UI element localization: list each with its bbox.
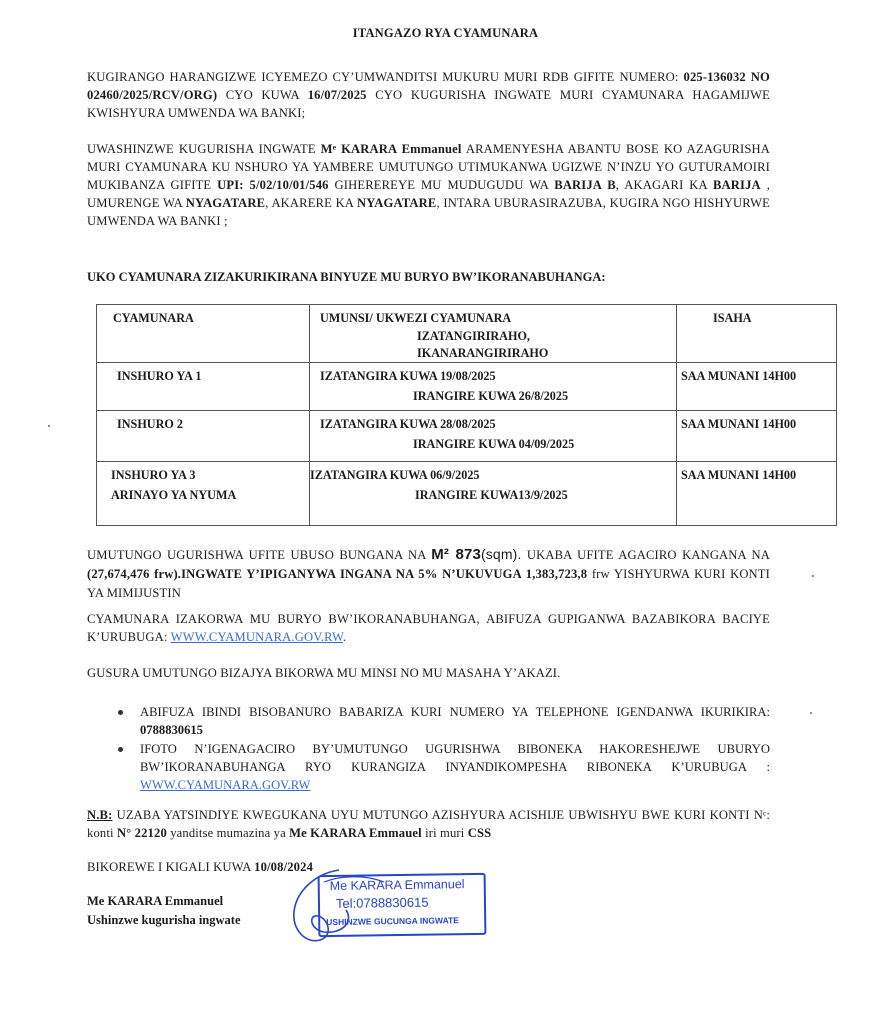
list-item — [112, 703, 770, 739]
stamp-phone: Tel:0788830615 — [335, 894, 429, 911]
online-text: . — [342, 630, 347, 644]
header-label: UMUNSI/ UKWEZI CYAMUNARA — [320, 311, 512, 325]
header-date — [310, 305, 677, 363]
row-dates — [310, 411, 677, 462]
start-date: IZATANGIRA KUWA 28/08/2025 — [320, 417, 496, 431]
intro-text: CYO KUWA — [217, 88, 308, 102]
property-value-paragraph — [87, 545, 770, 603]
cyamunara-link[interactable]: WWW.CYAMUNARA.GOV.RW — [170, 630, 343, 644]
table-header-row — [97, 305, 837, 363]
phone-number: 0788830615 — [140, 723, 203, 737]
announcement-text: GIHEREREYE MU MUDUGUDU WA — [328, 178, 555, 192]
bullet-text: ABIFUZA IBINDI BISOBANURO BABARIZA KURI NUMERO YA TELEPHONE IGENDANWA IKURIKIRA: — [140, 705, 770, 719]
info-bullet-list — [112, 703, 770, 795]
account-number: N° 22120 — [116, 826, 167, 840]
row-name — [97, 363, 310, 411]
header-label: CYAMUNARA — [113, 311, 194, 325]
visit-paragraph: GUSURA UMUTUNGO BIZAJYA BIKORWA MU MINSI NO MU MASAHA Y’AKAZI. — [87, 666, 561, 680]
announcement-text: UWASHINZWE KUGURISHA INGWATE — [87, 142, 321, 156]
announcement-text: , AKAGARI KA — [615, 178, 713, 192]
scan-speck — [48, 425, 50, 427]
signature-block — [87, 892, 241, 930]
sector-name: NYAGATARE — [185, 196, 266, 210]
scan-speck — [812, 575, 814, 577]
auction-schedule-table — [96, 304, 837, 526]
row-name — [97, 411, 310, 462]
cyamunara-link[interactable]: WWW.CYAMUNARA.GOV.RW — [140, 778, 311, 792]
announcement-text: ARAMENYESHA ABANTU BOSE KO AZAGURISHA MURI CYAMUNARA KU NSHURO YA YAMBERE UMUTUNGO UTIMUKANWA UGIZWE N’INZU YO GUTURAMOIRI MUKIBANZA GIFITE — [87, 142, 770, 192]
table-row — [97, 363, 837, 411]
property-text: UKABA UFITE AGACIRO KANGANA NA — [521, 548, 770, 562]
header-auction — [97, 305, 310, 363]
date-text: BIKOREWE I KIGALI KUWA — [87, 860, 255, 874]
row-label: INSHURO YA 3 — [111, 468, 196, 482]
list-item — [112, 740, 770, 794]
time-label: SAA MUNANI 14H00 — [681, 417, 797, 431]
rdb-number: 025-136032 NO 02460/2025/RCV/ORG) — [87, 70, 770, 102]
end-date: IRANGIRE KUWA 04/09/2025 — [413, 437, 575, 451]
row-label: ARINAYO YA NYUMA — [111, 488, 237, 502]
announcement-paragraph — [87, 140, 770, 230]
row-time — [677, 462, 837, 526]
announcement-text: , INTARA UBURASIRAZUBA, KUGIRA NGO HISHYURWE UMWENDA WA BANKI ; — [87, 196, 770, 228]
row-dates — [310, 462, 677, 526]
upi-number: UPI: 5/02/10/01/546 — [217, 178, 329, 192]
official-stamp — [318, 873, 487, 937]
row-label: INSHURO 2 — [117, 417, 184, 431]
signatory-name: Me KARARA Emmanuel — [87, 894, 224, 908]
property-text: frw YISHYURWA KURI KONTI YA MIMIJUSTIN — [87, 567, 770, 600]
header-label: ISAHA — [713, 311, 752, 325]
intro-paragraph — [87, 68, 770, 122]
village-name: BARIJA B — [554, 178, 616, 192]
row-name — [97, 462, 310, 526]
bank-name: CSS — [467, 826, 492, 840]
table-row — [97, 411, 837, 462]
time-label: SAA MUNANI 14H00 — [681, 369, 797, 383]
header-time — [677, 305, 837, 363]
scan-speck — [810, 712, 812, 714]
nb-text: yanditse mumazina ya — [166, 826, 290, 840]
nb-text: UZABA YATSINDIYE KWEGUKANA UYU MUTUNGO AZISHYURA ACISHIJE UBWISHYU BWE KURI KONTI Nᶜ: konti — [87, 808, 770, 840]
property-text: UMUTUNGO UGURISHWA UFITE UBUSO BUNGANA NA — [87, 548, 432, 562]
document-title: ITANGAZO RYA CYAMUNARA — [352, 26, 539, 40]
schedule-heading: UKO CYAMUNARA ZIZAKURIKIRANA BINYUZE MU BURYO BW’IKORANABUHANGA: — [87, 270, 606, 284]
nb-paragraph — [87, 806, 770, 842]
table-row — [97, 462, 837, 526]
row-time — [677, 363, 837, 411]
header-label: IKANARANGIRIRAHO — [417, 346, 549, 360]
area-unit: (sqm). — [480, 546, 522, 562]
stamp-title: USHINZWE GUCUNGA INGWATE — [326, 915, 459, 928]
date-value: 10/08/2024 — [254, 860, 314, 874]
row-dates — [310, 363, 677, 411]
announcement-text: , UMURENGE WA — [87, 178, 770, 210]
decision-date: 16/07/2025 — [307, 88, 367, 102]
district-name: NYAGATARE — [356, 196, 437, 210]
property-value: (27,674,476 frw).INGWATE Y’IPIGANYWA INGANA NA 5% N’UKUVUGA 1,383,723,8 — [87, 567, 588, 581]
bullet-text: IFOTO N’IGENAGACIRO BY’UMUTUNGO UGURISHWA BIBONEKA HAKORESHEJWE UBURYO BW’IKORANABUHANGA RYO KURANGIZA INYANDIKOMPESHA RIBONEKA K’URUBUGA : — [140, 742, 770, 774]
seller-name: Mᵉ KARARA Emmanuel — [320, 142, 462, 156]
online-auction-paragraph — [87, 610, 770, 646]
row-label: INSHURO YA 1 — [117, 369, 202, 383]
signatory-role: Ushinzwe kugurisha ingwate — [87, 913, 241, 927]
end-date: IRANGIRE KUWA13/9/2025 — [415, 488, 568, 502]
stamp-name: Me KARARA Emmanuel — [329, 877, 465, 894]
end-date: IRANGIRE KUWA 26/8/2025 — [413, 389, 569, 403]
row-time — [677, 411, 837, 462]
announcement-text: , AKARERE KA — [265, 196, 357, 210]
online-text: CYAMUNARA IZAKORWA MU BURYO BW’IKORANABUHANGA, ABIFUZA GUPIGANWA BAZABIKORA BACIYE K’URUBUGA: — [87, 612, 770, 644]
time-label: SAA MUNANI 14H00 — [681, 468, 797, 482]
nb-label: N.B: — [87, 808, 113, 822]
cell-name: BARIJA — [713, 178, 761, 192]
area-value: M² 873 — [431, 546, 481, 563]
intro-text: CYO KUGURISHA INGWATE MURI CYAMUNARA HAGAMIJWE KWISHYURA UMWENDA WA BANKI; — [87, 88, 770, 120]
intro-text: KUGIRANGO HARANGIZWE ICYEMEZO CY’UMWANDITSI MUKURU MURI RDB GIFITE NUMERO: — [87, 70, 684, 84]
header-label: IZATANGIRIRAHO, — [417, 329, 530, 343]
start-date: IZATANGIRA KUWA 06/9/2025 — [310, 468, 480, 482]
nb-text: iri muri — [421, 826, 468, 840]
start-date: IZATANGIRA KUWA 19/08/2025 — [320, 369, 496, 383]
account-holder: Me KARARA Emmauel — [289, 826, 422, 840]
